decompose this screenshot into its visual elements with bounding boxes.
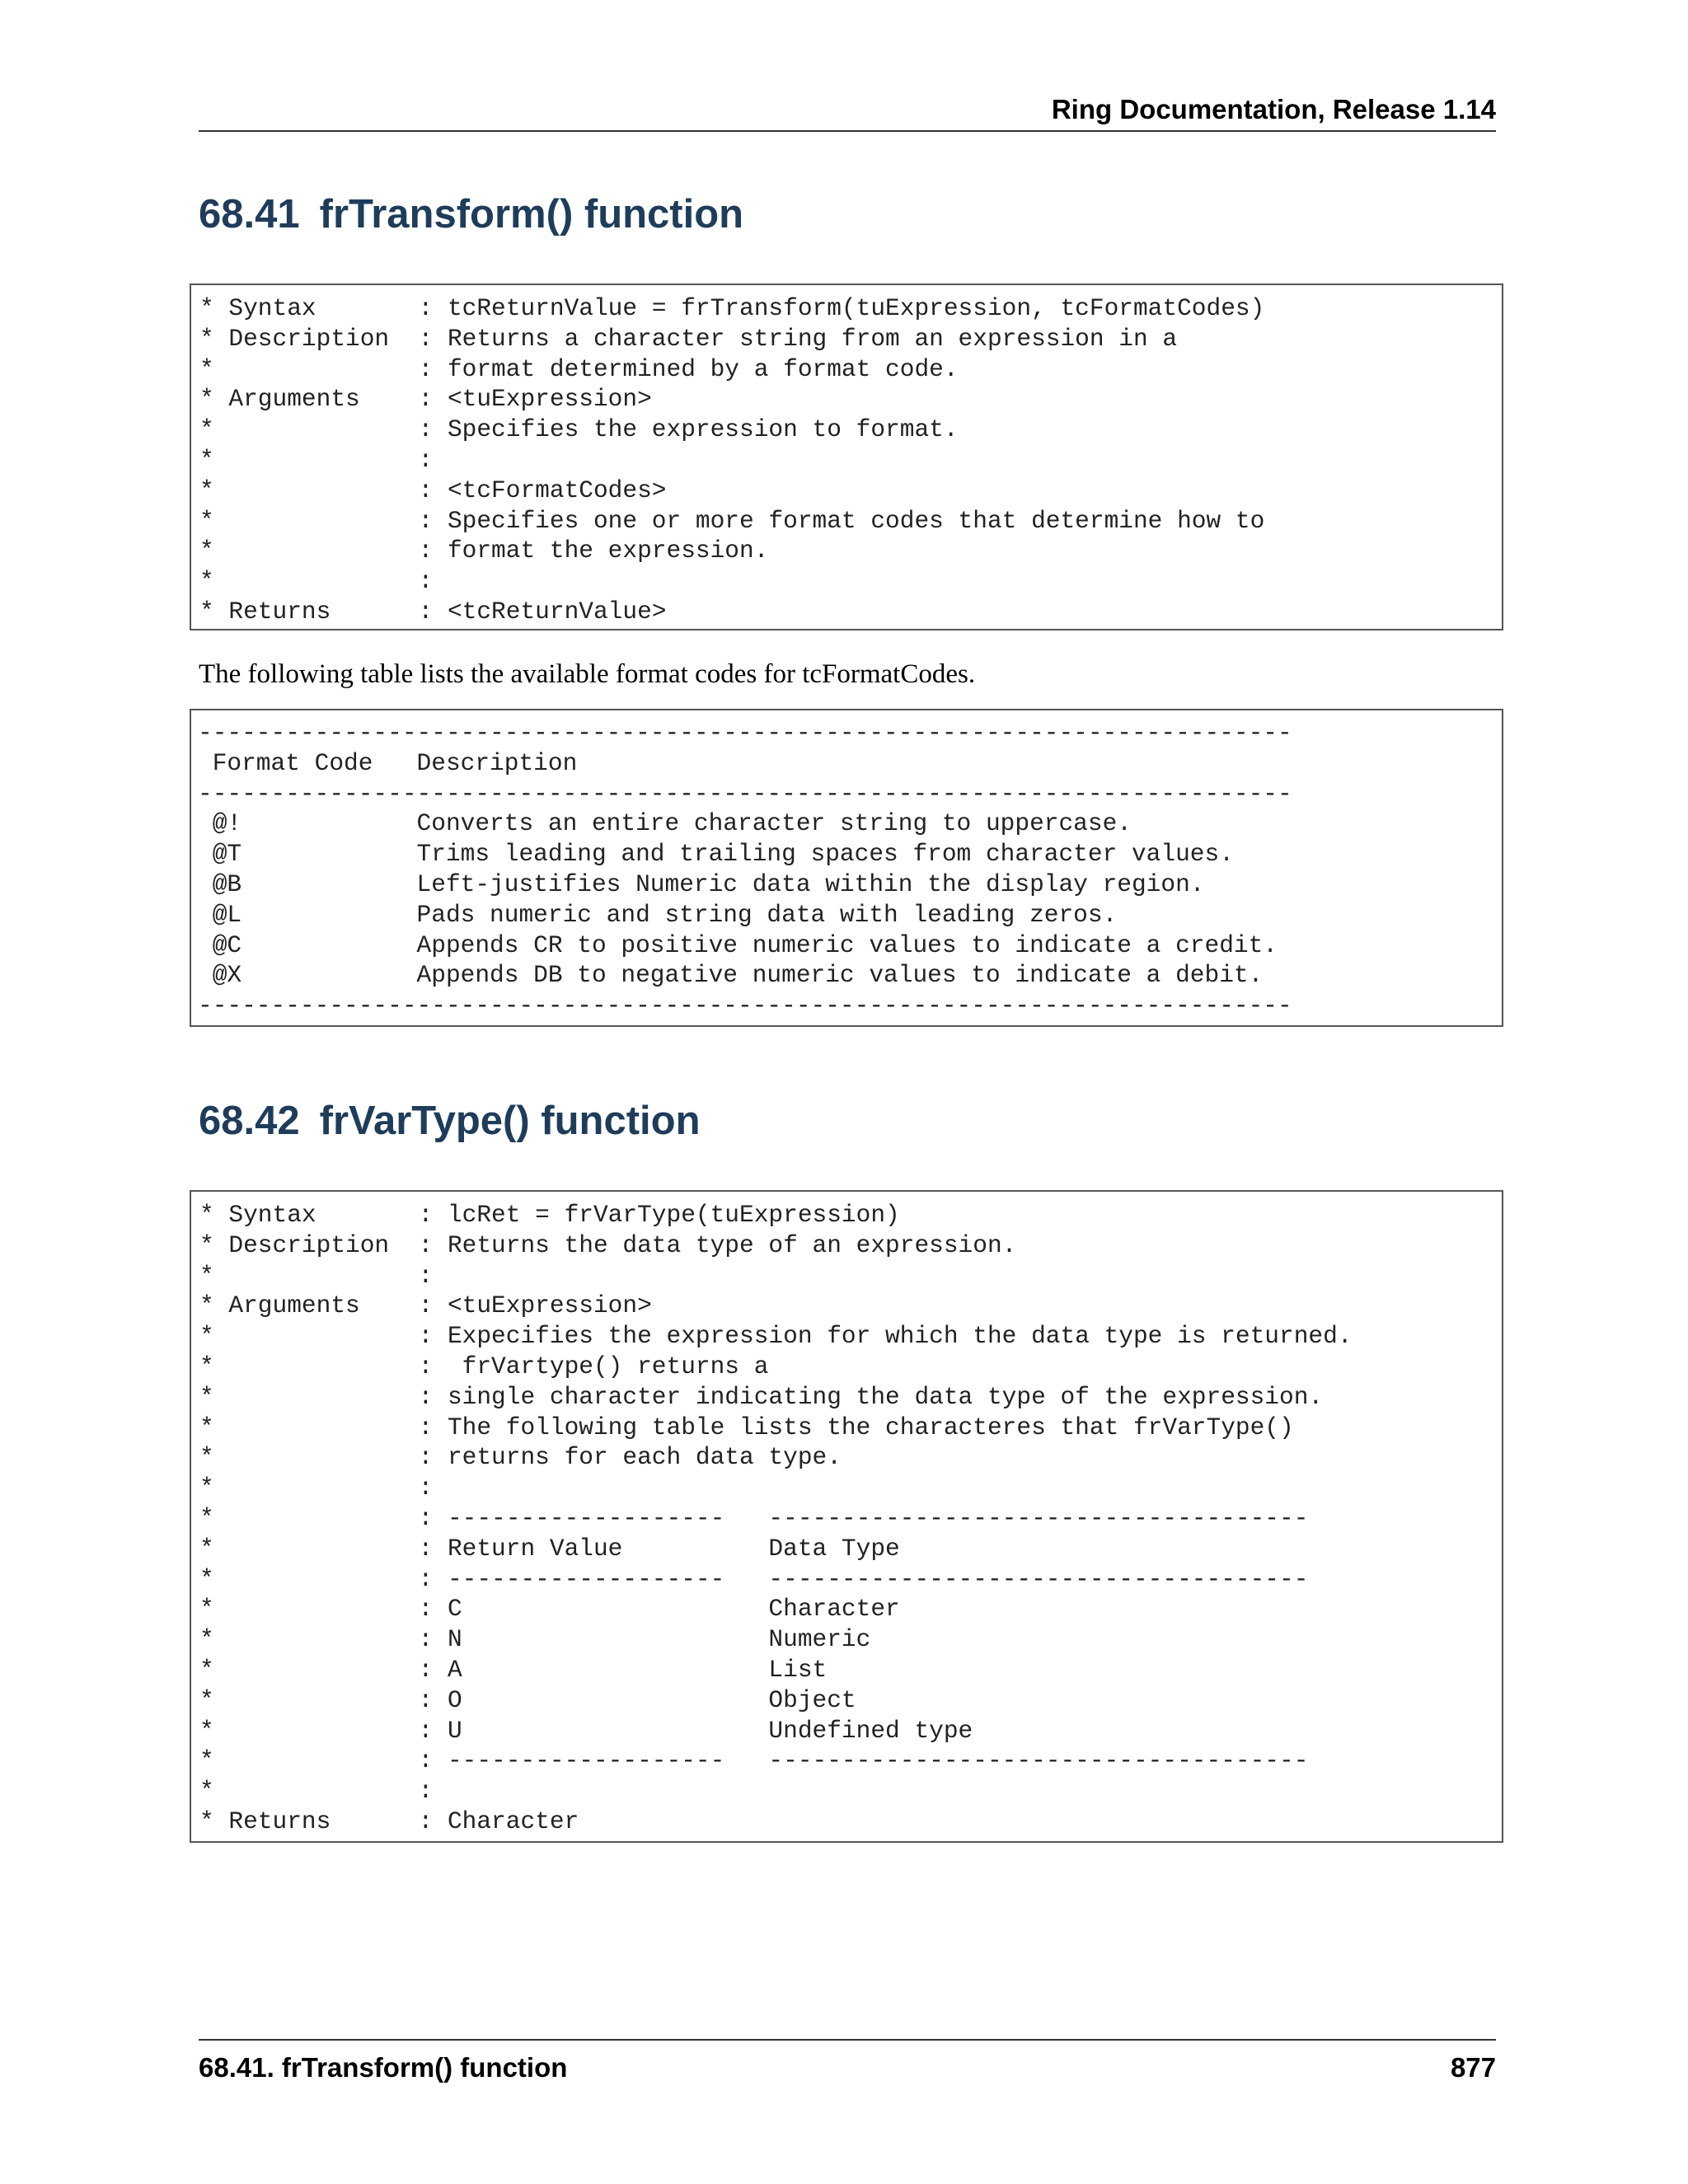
table-text [191, 710, 1502, 1021]
section-number: 68.41 [199, 192, 300, 237]
page-header [199, 91, 1496, 132]
code-line: * : [199, 1474, 434, 1502]
section-title: frVarType() function [319, 1099, 701, 1143]
code-line: * Syntax : tcReturnValue = frTransform(tuExpression, tcFormatCodes) [199, 294, 1265, 322]
code-line: * : A List [199, 1655, 828, 1684]
code-line: * : format determined by a format code. [199, 354, 959, 383]
table-row: @B Left-justifies Numeric data within the display region. [198, 869, 1205, 898]
footer-section-label: 68.41. frTransform() function [199, 2052, 568, 2083]
code-line: * : [199, 567, 434, 596]
code-line: * : single character indicating the data type of the expression. [199, 1382, 1324, 1411]
code-line: * : format the expression. [199, 537, 769, 565]
code-line: * Arguments : <tuExpression> [199, 385, 652, 414]
code-line: * : Expecifies the expression for which the data type is returned. [199, 1322, 1353, 1351]
code-line: * : ------------------- ------------------------------------- [199, 1564, 1309, 1593]
intro-paragraph: The following table lists the available format codes for tcFormatCodes. [199, 659, 976, 689]
code-line: * : [199, 1777, 434, 1806]
page-footer [199, 2039, 1496, 2090]
code-block-frtransform [190, 284, 1503, 630]
code-text [191, 1192, 1502, 1837]
code-line: * : U Undefined type [199, 1716, 973, 1745]
code-line: * : Specifies one or more format codes that determine how to [199, 506, 1265, 535]
code-line: * Syntax : lcRet = frVarType(tuExpression) [199, 1201, 900, 1229]
document-title: Ring Documentation, Release 1.14 [1051, 94, 1496, 124]
code-text [191, 285, 1502, 627]
section-title: frTransform() function [319, 192, 744, 237]
table-header-row: Format Code Description [198, 748, 578, 777]
code-line: * Description : Returns a character string from an expression in a [199, 324, 1178, 353]
code-line: * Returns : <tcReturnValue> [199, 597, 667, 626]
code-line: * : frVartype() returns a [199, 1352, 769, 1380]
table-line: --------------------------------------------------------------------------- [198, 991, 1292, 1020]
section-number: 68.42 [199, 1099, 300, 1143]
table-row: @L Pads numeric and string data with leading zeros. [198, 900, 1118, 929]
code-line: * Returns : Character [199, 1807, 579, 1835]
section-heading-frtransform [199, 191, 743, 237]
code-line: * : Return Value Data Type [199, 1534, 900, 1563]
code-line: * : C Character [199, 1595, 900, 1624]
table-line: --------------------------------------------------------------------------- [198, 719, 1292, 747]
code-line: * Description : Returns the data type of an expression. [199, 1230, 1017, 1259]
table-row: @T Trims leading and trailing spaces from character values. [198, 840, 1234, 869]
code-line: * : [199, 445, 434, 474]
code-block-frvartype [190, 1190, 1503, 1843]
code-line: * : <tcFormatCodes> [199, 476, 667, 504]
code-line: * : ------------------- ------------------------------------- [199, 1503, 1309, 1532]
code-line: * : O Object [199, 1685, 856, 1714]
code-line: * Arguments : <tuExpression> [199, 1291, 652, 1320]
page-number: 877 [1450, 2052, 1496, 2083]
code-line: * : Specifies the expression to format. [199, 415, 959, 444]
format-codes-table [190, 709, 1503, 1027]
code-line: * : ------------------- ------------------------------------- [199, 1746, 1309, 1775]
table-row: @X Appends DB to negative numeric values to indicate a debit. [198, 961, 1264, 990]
code-line: * : returns for each data type. [199, 1443, 842, 1472]
section-heading-frvartype [199, 1098, 701, 1144]
table-row: @C Appends CR to positive numeric values to indicate a credit. [198, 930, 1278, 959]
code-line: * : [199, 1261, 434, 1290]
table-row: @! Converts an entire character string to uppercase. [198, 809, 1132, 838]
code-line: * : The following table lists the characteres that frVarType() [199, 1413, 1294, 1441]
table-line: --------------------------------------------------------------------------- [198, 779, 1292, 808]
code-line: * : N Numeric [199, 1625, 871, 1654]
